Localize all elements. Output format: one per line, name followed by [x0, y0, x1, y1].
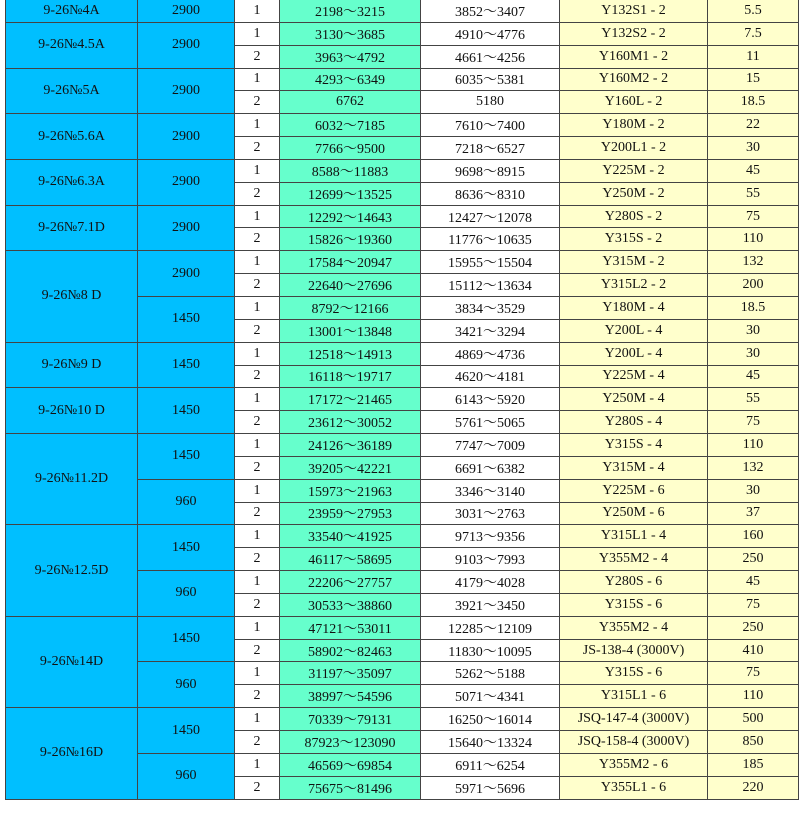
- pressure-cell: 3031～2763: [421, 502, 560, 525]
- speed-cell: 2900: [138, 205, 235, 251]
- pressure-cell: 3346～3140: [421, 479, 560, 502]
- speed-cell: 960: [138, 479, 235, 525]
- order-cell: 2: [235, 685, 280, 708]
- power-cell: 18.5: [708, 296, 799, 319]
- flow-cell: 38997～54596: [280, 685, 421, 708]
- order-cell: 2: [235, 593, 280, 616]
- flow-cell: 87923～123090: [280, 731, 421, 754]
- power-cell: 45: [708, 365, 799, 388]
- pressure-cell: 6143～5920: [421, 388, 560, 411]
- flow-cell: 23612～30052: [280, 411, 421, 434]
- power-cell: 55: [708, 388, 799, 411]
- power-cell: 15: [708, 68, 799, 91]
- motor-cell: Y225M - 2: [560, 159, 708, 182]
- pressure-cell: 8636～8310: [421, 182, 560, 205]
- pressure-cell: 4661～4256: [421, 45, 560, 68]
- motor-cell: JSQ-158-4 (3000V): [560, 731, 708, 754]
- flow-cell: 13001～13848: [280, 319, 421, 342]
- flow-cell: 22640～27696: [280, 274, 421, 297]
- pressure-cell: 15955～15504: [421, 251, 560, 274]
- flow-cell: 75675～81496: [280, 776, 421, 799]
- power-cell: 30: [708, 479, 799, 502]
- speed-cell: 2900: [138, 251, 235, 297]
- order-cell: 1: [235, 251, 280, 274]
- motor-cell: Y355M2 - 6: [560, 753, 708, 776]
- flow-cell: 12699～13525: [280, 182, 421, 205]
- model-cell: 9-26№6.3A: [6, 159, 138, 205]
- power-cell: 37: [708, 502, 799, 525]
- power-cell: 5.5: [708, 0, 799, 22]
- power-cell: 18.5: [708, 91, 799, 114]
- table-row: [6, 708, 799, 731]
- order-cell: 2: [235, 456, 280, 479]
- motor-cell: Y200L - 4: [560, 342, 708, 365]
- pressure-cell: 4869～4736: [421, 342, 560, 365]
- power-cell: 30: [708, 137, 799, 160]
- motor-cell: Y280S - 2: [560, 205, 708, 228]
- model-cell: 9-26№8 D: [6, 251, 138, 342]
- flow-cell: 22206～27757: [280, 571, 421, 594]
- motor-cell: Y280S - 4: [560, 411, 708, 434]
- power-cell: 110: [708, 685, 799, 708]
- power-cell: 22: [708, 114, 799, 137]
- speed-cell: 1450: [138, 616, 235, 662]
- order-cell: 1: [235, 296, 280, 319]
- power-cell: 250: [708, 548, 799, 571]
- table-row: [6, 342, 799, 365]
- flow-cell: 15826～19360: [280, 228, 421, 251]
- pressure-cell: 9698～8915: [421, 159, 560, 182]
- flow-cell: 3963～4792: [280, 45, 421, 68]
- power-cell: 220: [708, 776, 799, 799]
- speed-cell: 1450: [138, 525, 235, 571]
- motor-cell: Y315M - 2: [560, 251, 708, 274]
- power-cell: 75: [708, 411, 799, 434]
- order-cell: 1: [235, 753, 280, 776]
- order-cell: 2: [235, 137, 280, 160]
- speed-cell: 2900: [138, 114, 235, 160]
- power-cell: 200: [708, 274, 799, 297]
- pressure-cell: 9713～9356: [421, 525, 560, 548]
- order-cell: 1: [235, 342, 280, 365]
- speed-cell: 960: [138, 753, 235, 799]
- model-cell: 9-26№5.6A: [6, 114, 138, 160]
- power-cell: 185: [708, 753, 799, 776]
- speed-cell: 2900: [138, 0, 235, 22]
- pressure-cell: 4910～4776: [421, 22, 560, 45]
- flow-cell: 70339～79131: [280, 708, 421, 731]
- order-cell: 2: [235, 502, 280, 525]
- order-cell: 2: [235, 45, 280, 68]
- motor-cell: Y315S - 6: [560, 593, 708, 616]
- motor-cell: Y180M - 2: [560, 114, 708, 137]
- flow-cell: 46569～69854: [280, 753, 421, 776]
- pressure-cell: 5761～5065: [421, 411, 560, 434]
- power-cell: 45: [708, 159, 799, 182]
- motor-cell: Y225M - 6: [560, 479, 708, 502]
- speed-cell: 1450: [138, 434, 235, 480]
- speed-cell: 1450: [138, 388, 235, 434]
- power-cell: 110: [708, 434, 799, 457]
- power-cell: 45: [708, 571, 799, 594]
- pressure-cell: 7610～7400: [421, 114, 560, 137]
- pressure-cell: 11830～10095: [421, 639, 560, 662]
- order-cell: 1: [235, 22, 280, 45]
- power-cell: 30: [708, 342, 799, 365]
- flow-cell: 15973～21963: [280, 479, 421, 502]
- pressure-cell: 12427～12078: [421, 205, 560, 228]
- order-cell: 1: [235, 388, 280, 411]
- flow-cell: 30533～38860: [280, 593, 421, 616]
- motor-cell: Y250M - 2: [560, 182, 708, 205]
- order-cell: 1: [235, 525, 280, 548]
- table-row: [6, 251, 799, 274]
- pressure-cell: 9103～7993: [421, 548, 560, 571]
- order-cell: 2: [235, 274, 280, 297]
- speed-cell: 2900: [138, 22, 235, 68]
- motor-cell: Y355L1 - 6: [560, 776, 708, 799]
- order-cell: 2: [235, 639, 280, 662]
- table-row: [6, 388, 799, 411]
- motor-cell: Y315L2 - 2: [560, 274, 708, 297]
- pressure-cell: 5262～5188: [421, 662, 560, 685]
- speed-cell: 1450: [138, 296, 235, 342]
- table-row: [6, 22, 799, 45]
- table-row: [6, 114, 799, 137]
- pressure-cell: 6691～6382: [421, 456, 560, 479]
- order-cell: 1: [235, 571, 280, 594]
- motor-cell: Y315S - 2: [560, 228, 708, 251]
- motor-cell: Y315M - 4: [560, 456, 708, 479]
- pressure-cell: 3852～3407: [421, 0, 560, 22]
- power-cell: 55: [708, 182, 799, 205]
- pressure-cell: 16250～16014: [421, 708, 560, 731]
- flow-cell: 3130～3685: [280, 22, 421, 45]
- power-cell: 160: [708, 525, 799, 548]
- motor-cell: Y315S - 4: [560, 434, 708, 457]
- motor-cell: Y160M1 - 2: [560, 45, 708, 68]
- pressure-cell: 3421～3294: [421, 319, 560, 342]
- flow-cell: 58902～82463: [280, 639, 421, 662]
- table-row: [6, 0, 799, 22]
- flow-cell: 7766～9500: [280, 137, 421, 160]
- order-cell: 1: [235, 616, 280, 639]
- pressure-cell: 5071～4341: [421, 685, 560, 708]
- motor-cell: Y160L - 2: [560, 91, 708, 114]
- model-cell: 9-26№10 D: [6, 388, 138, 434]
- pressure-cell: 3921～3450: [421, 593, 560, 616]
- power-cell: 500: [708, 708, 799, 731]
- flow-cell: 47121～53011: [280, 616, 421, 639]
- table-row: [6, 434, 799, 457]
- order-cell: 1: [235, 479, 280, 502]
- power-cell: 11: [708, 45, 799, 68]
- motor-cell: Y180M - 4: [560, 296, 708, 319]
- power-cell: 75: [708, 205, 799, 228]
- motor-cell: JS-138-4 (3000V): [560, 639, 708, 662]
- order-cell: 2: [235, 731, 280, 754]
- flow-cell: 6032～7185: [280, 114, 421, 137]
- power-cell: 7.5: [708, 22, 799, 45]
- speed-cell: 2900: [138, 68, 235, 114]
- speed-cell: 960: [138, 662, 235, 708]
- power-cell: 410: [708, 639, 799, 662]
- order-cell: 1: [235, 205, 280, 228]
- model-cell: 9-26№16D: [6, 708, 138, 799]
- order-cell: 1: [235, 68, 280, 91]
- flow-cell: 12518～14913: [280, 342, 421, 365]
- order-cell: 2: [235, 319, 280, 342]
- speed-cell: 1450: [138, 708, 235, 754]
- flow-cell: 23959～27953: [280, 502, 421, 525]
- order-cell: 2: [235, 411, 280, 434]
- motor-cell: Y132S1 - 2: [560, 0, 708, 22]
- table-row: [6, 525, 799, 548]
- table-row: [6, 205, 799, 228]
- flow-cell: 16118～19717: [280, 365, 421, 388]
- pressure-cell: 7747～7009: [421, 434, 560, 457]
- flow-cell: 6762: [280, 91, 421, 114]
- motor-cell: Y315L1 - 6: [560, 685, 708, 708]
- speed-cell: 2900: [138, 159, 235, 205]
- flow-cell: 17584～20947: [280, 251, 421, 274]
- model-cell: 9-26№9 D: [6, 342, 138, 388]
- flow-cell: 17172～21465: [280, 388, 421, 411]
- flow-cell: 2198～3215: [280, 0, 421, 22]
- flow-cell: 31197～35097: [280, 662, 421, 685]
- power-cell: 850: [708, 731, 799, 754]
- table-row: [6, 68, 799, 91]
- motor-cell: JSQ-147-4 (3000V): [560, 708, 708, 731]
- flow-cell: 39205～42221: [280, 456, 421, 479]
- model-cell: 9-26№7.1D: [6, 205, 138, 251]
- order-cell: 1: [235, 662, 280, 685]
- order-cell: 2: [235, 776, 280, 799]
- power-cell: 250: [708, 616, 799, 639]
- flow-cell: 33540～41925: [280, 525, 421, 548]
- speed-cell: 1450: [138, 342, 235, 388]
- motor-cell: Y225M - 4: [560, 365, 708, 388]
- motor-cell: Y280S - 6: [560, 571, 708, 594]
- motor-cell: Y250M - 6: [560, 502, 708, 525]
- motor-cell: Y160M2 - 2: [560, 68, 708, 91]
- power-cell: 132: [708, 251, 799, 274]
- flow-cell: 4293～6349: [280, 68, 421, 91]
- pressure-cell: 4620～4181: [421, 365, 560, 388]
- model-cell: 9-26№12.5D: [6, 525, 138, 616]
- model-cell: 9-26№5A: [6, 68, 138, 114]
- order-cell: 2: [235, 91, 280, 114]
- flow-cell: 46117～58695: [280, 548, 421, 571]
- pressure-cell: 12285～12109: [421, 616, 560, 639]
- motor-cell: Y200L - 4: [560, 319, 708, 342]
- pressure-cell: 11776～10635: [421, 228, 560, 251]
- motor-cell: Y355M2 - 4: [560, 548, 708, 571]
- pressure-cell: 15112～13634: [421, 274, 560, 297]
- order-cell: 2: [235, 365, 280, 388]
- speed-cell: 960: [138, 571, 235, 617]
- model-cell: 9-26№14D: [6, 616, 138, 707]
- flow-cell: 8792～12166: [280, 296, 421, 319]
- motor-cell: Y250M - 4: [560, 388, 708, 411]
- pressure-cell: 7218～6527: [421, 137, 560, 160]
- pressure-cell: 6035～5381: [421, 68, 560, 91]
- motor-cell: Y315S - 6: [560, 662, 708, 685]
- power-cell: 132: [708, 456, 799, 479]
- order-cell: 2: [235, 182, 280, 205]
- pressure-cell: 5180: [421, 91, 560, 114]
- flow-cell: 12292～14643: [280, 205, 421, 228]
- power-cell: 75: [708, 593, 799, 616]
- motor-cell: Y355M2 - 4: [560, 616, 708, 639]
- motor-cell: Y315L1 - 4: [560, 525, 708, 548]
- power-cell: 110: [708, 228, 799, 251]
- order-cell: 1: [235, 708, 280, 731]
- model-cell: 9-26№4A: [6, 0, 138, 22]
- power-cell: 30: [708, 319, 799, 342]
- power-cell: 75: [708, 662, 799, 685]
- order-cell: 2: [235, 228, 280, 251]
- fan-spec-table-body: [6, 0, 799, 799]
- flow-cell: 24126～36189: [280, 434, 421, 457]
- motor-cell: Y132S2 - 2: [560, 22, 708, 45]
- model-cell: 9-26№4.5A: [6, 22, 138, 68]
- table-row: [6, 159, 799, 182]
- fan-spec-table: [5, 0, 799, 800]
- model-cell: 9-26№11.2D: [6, 434, 138, 525]
- order-cell: 2: [235, 548, 280, 571]
- pressure-cell: 15640～13324: [421, 731, 560, 754]
- pressure-cell: 3834～3529: [421, 296, 560, 319]
- pressure-cell: 4179～4028: [421, 571, 560, 594]
- order-cell: 1: [235, 0, 280, 22]
- flow-cell: 8588～11883: [280, 159, 421, 182]
- motor-cell: Y200L1 - 2: [560, 137, 708, 160]
- order-cell: 1: [235, 434, 280, 457]
- pressure-cell: 6911～6254: [421, 753, 560, 776]
- table-row: [6, 616, 799, 639]
- order-cell: 1: [235, 159, 280, 182]
- pressure-cell: 5971～5696: [421, 776, 560, 799]
- order-cell: 1: [235, 114, 280, 137]
